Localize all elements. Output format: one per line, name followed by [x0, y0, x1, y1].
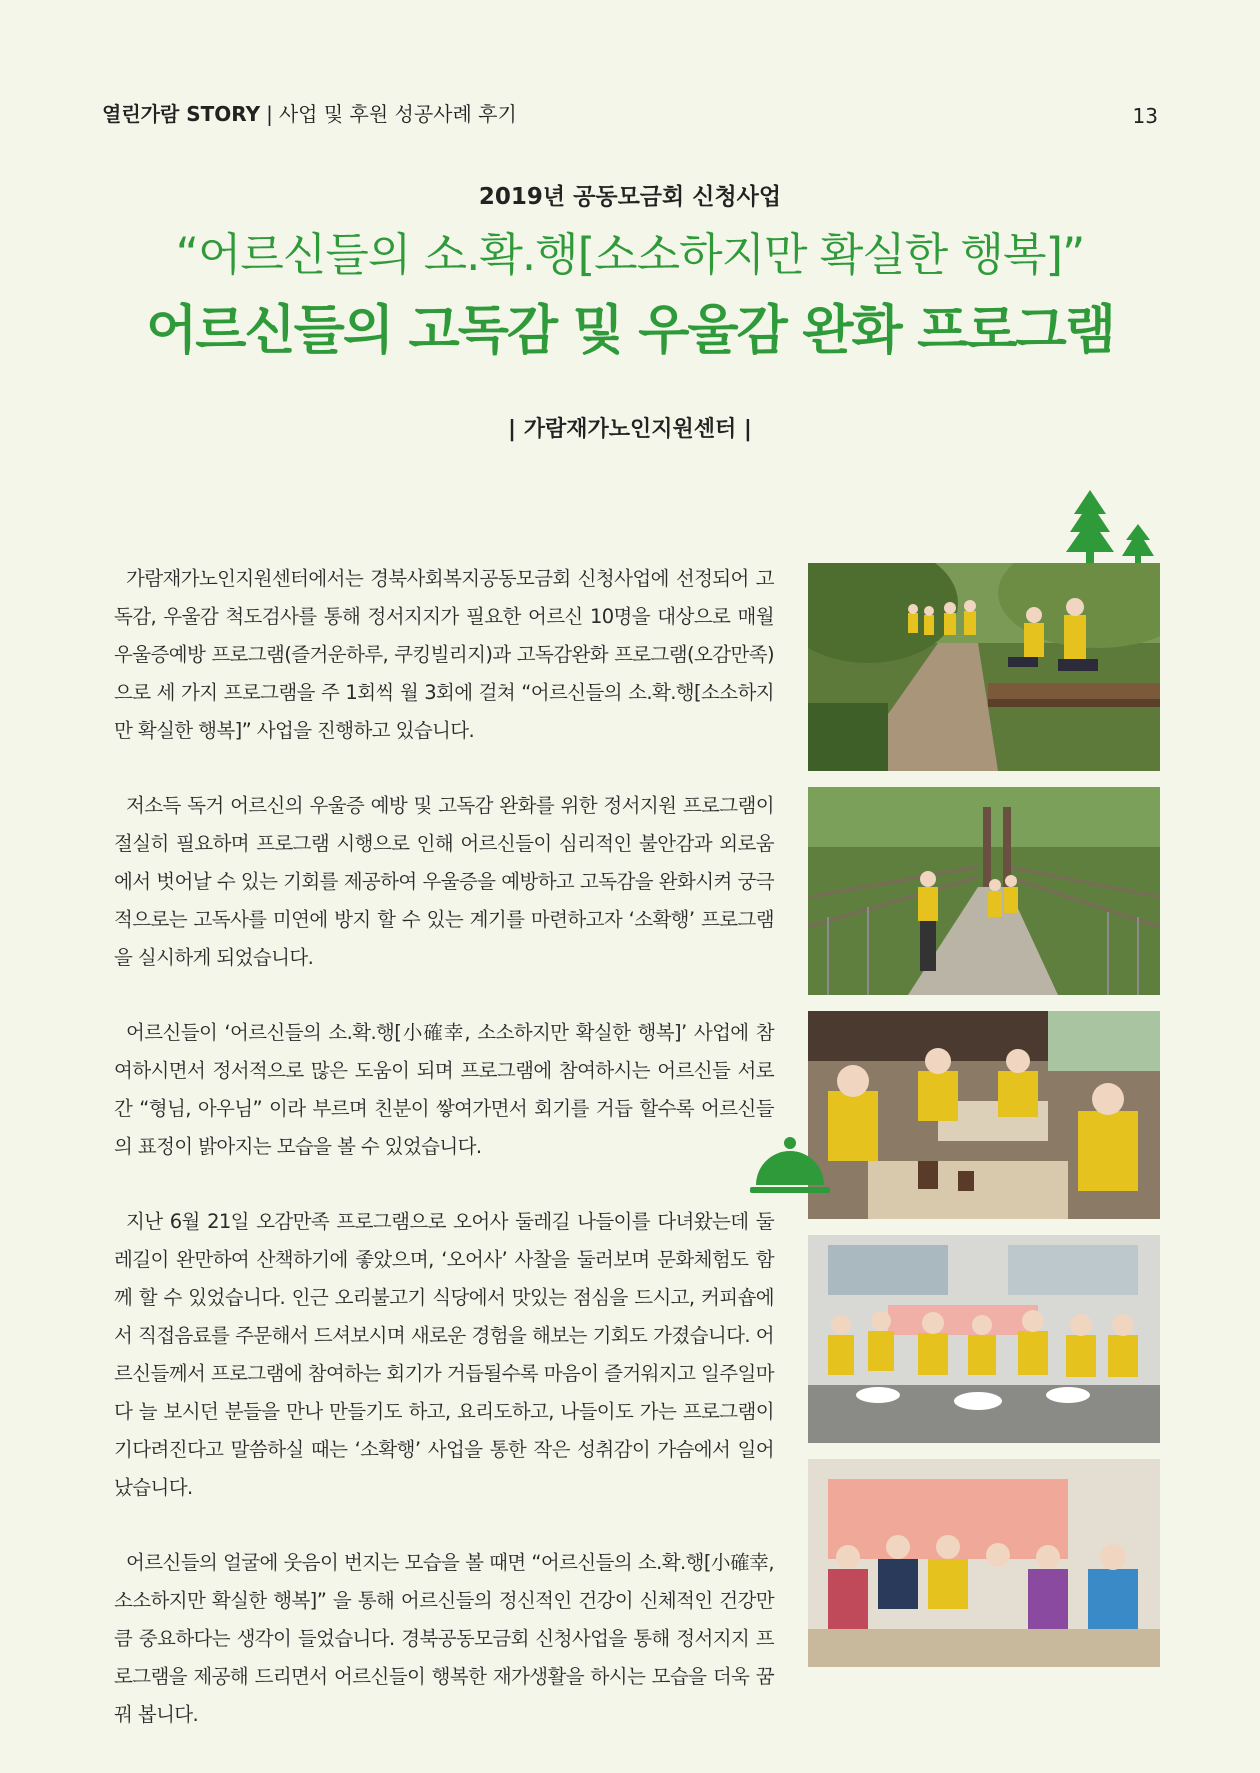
- paragraph-3: 어르신들이 ‘어르신들의 소.확.행[小確幸, 소소하지만 확실한 행복]’ 사업에 참여하시면서 정서적으로 많은 도움이 되며 프로그램에 참여하시는 어르신들 서로 간 “형님, 아우님” 이라 부르며 친분이 쌓여가면서 회기를 거듭 할수록 어르신들의 표정이 밝아지는 모습을 볼 수 있었습니다.: [114, 1021, 774, 1158]
- paragraph-5: 어르신들의 얼굴에 웃음이 번지는 모습을 볼 때면 “어르신들의 소.확.행[小確幸, 소소하지만 확실한 행복]” 을 통해 어르신들의 정신적인 건강이 신체적인 건강만큼 중요하다는 생각이 들었습니다. 경북공동모금회 신청사업을 통해 정서지지 프로그램을 제공해 드리면서 어르신들이 행복한 재가생활을 하시는 모습을 더욱 꿈꿔 봅니다.: [114, 1551, 774, 1726]
- photo-cafe-gathering: [808, 1011, 1160, 1219]
- organization-name: | 가람재가노인지원센터 |: [508, 417, 752, 442]
- header-separator: |: [266, 102, 273, 126]
- photo-group-portrait: [808, 1459, 1160, 1667]
- article-title: 어르신들의 고독감 및 우울감 완화 프로그램: [146, 300, 1114, 361]
- cloche-icon: [750, 1135, 830, 1201]
- running-header: [102, 98, 517, 127]
- article-body: [114, 560, 774, 1771]
- header-brand: 열린가람 STORY: [102, 102, 261, 126]
- photo-column: [808, 563, 1160, 1683]
- article-kicker: 2019년 공동모금회 신청사업: [478, 184, 782, 210]
- photo-forest-trail: [808, 563, 1160, 771]
- photo-cooking-class: [808, 1235, 1160, 1443]
- article-subtitle: “어르신들의 소.확.행[소소하지만 확실한 행복]”: [175, 228, 1085, 281]
- header-section: 사업 및 후원 성공사례 후기: [278, 102, 517, 126]
- page-number: 13: [1132, 104, 1158, 128]
- photo-suspension-bridge: [808, 787, 1160, 995]
- paragraph-1: 가람재가노인지원센터에서는 경북사회복지공동모금회 신청사업에 선정되어 고독감, 우울감 척도검사를 통해 정서지지가 필요한 어르신 10명을 대상으로 매월 우울증예방 프로그램(즐거운하루, 쿠킹빌리지)과 고독감완화 프로그램(오감만족)으로 세 가지 프로그램을 주 1회씩 월 3회에 걸쳐 “어르신들의 소.확.행[소소하지만 확실한 행복]” 사업을 진행하고 있습니다.: [114, 567, 774, 742]
- paragraph-2: 저소득 독거 어르신의 우울증 예방 및 고독감 완화를 위한 정서지원 프로그램이 절실히 필요하며 프로그램 시행으로 인해 어르신들이 심리적인 불안감과 외로움에서 벗어날 수 있는 기회를 제공하여 우울증을 예방하고 고독감을 완화시켜 궁극적으로는 고독사를 미연에 방지 할 수 있는 계기를 마련하고자 ‘소확행’ 프로그램을 실시하게 되었습니다.: [114, 794, 774, 969]
- paragraph-4: 지난 6월 21일 오감만족 프로그램으로 오어사 둘레길 나들이를 다녀왔는데 둘레길이 완만하여 산책하기에 좋았으며, ‘오어사’ 사찰을 둘러보며 문화체험도 함께 할 수 있었습니다. 인근 오리불고기 식당에서 맛있는 점심을 드시고, 커피숍에서 직접음료를 주문해서 드셔보시며 새로운 경험을 해보는 기회도 가졌습니다. 어르신들께서 프로그램에 참여하는 회기가 거듭될수록 마음이 즐거워지고 일주일마다 늘 보시던 분들을 만나 만들기도 하고, 요리도하고, 나들이도 가는 프로그램이 기다려진다고 말씀하실 때는 ‘소확행’ 사업을 통한 작은 성취감이 가슴에서 일어났습니다.: [114, 1210, 774, 1499]
